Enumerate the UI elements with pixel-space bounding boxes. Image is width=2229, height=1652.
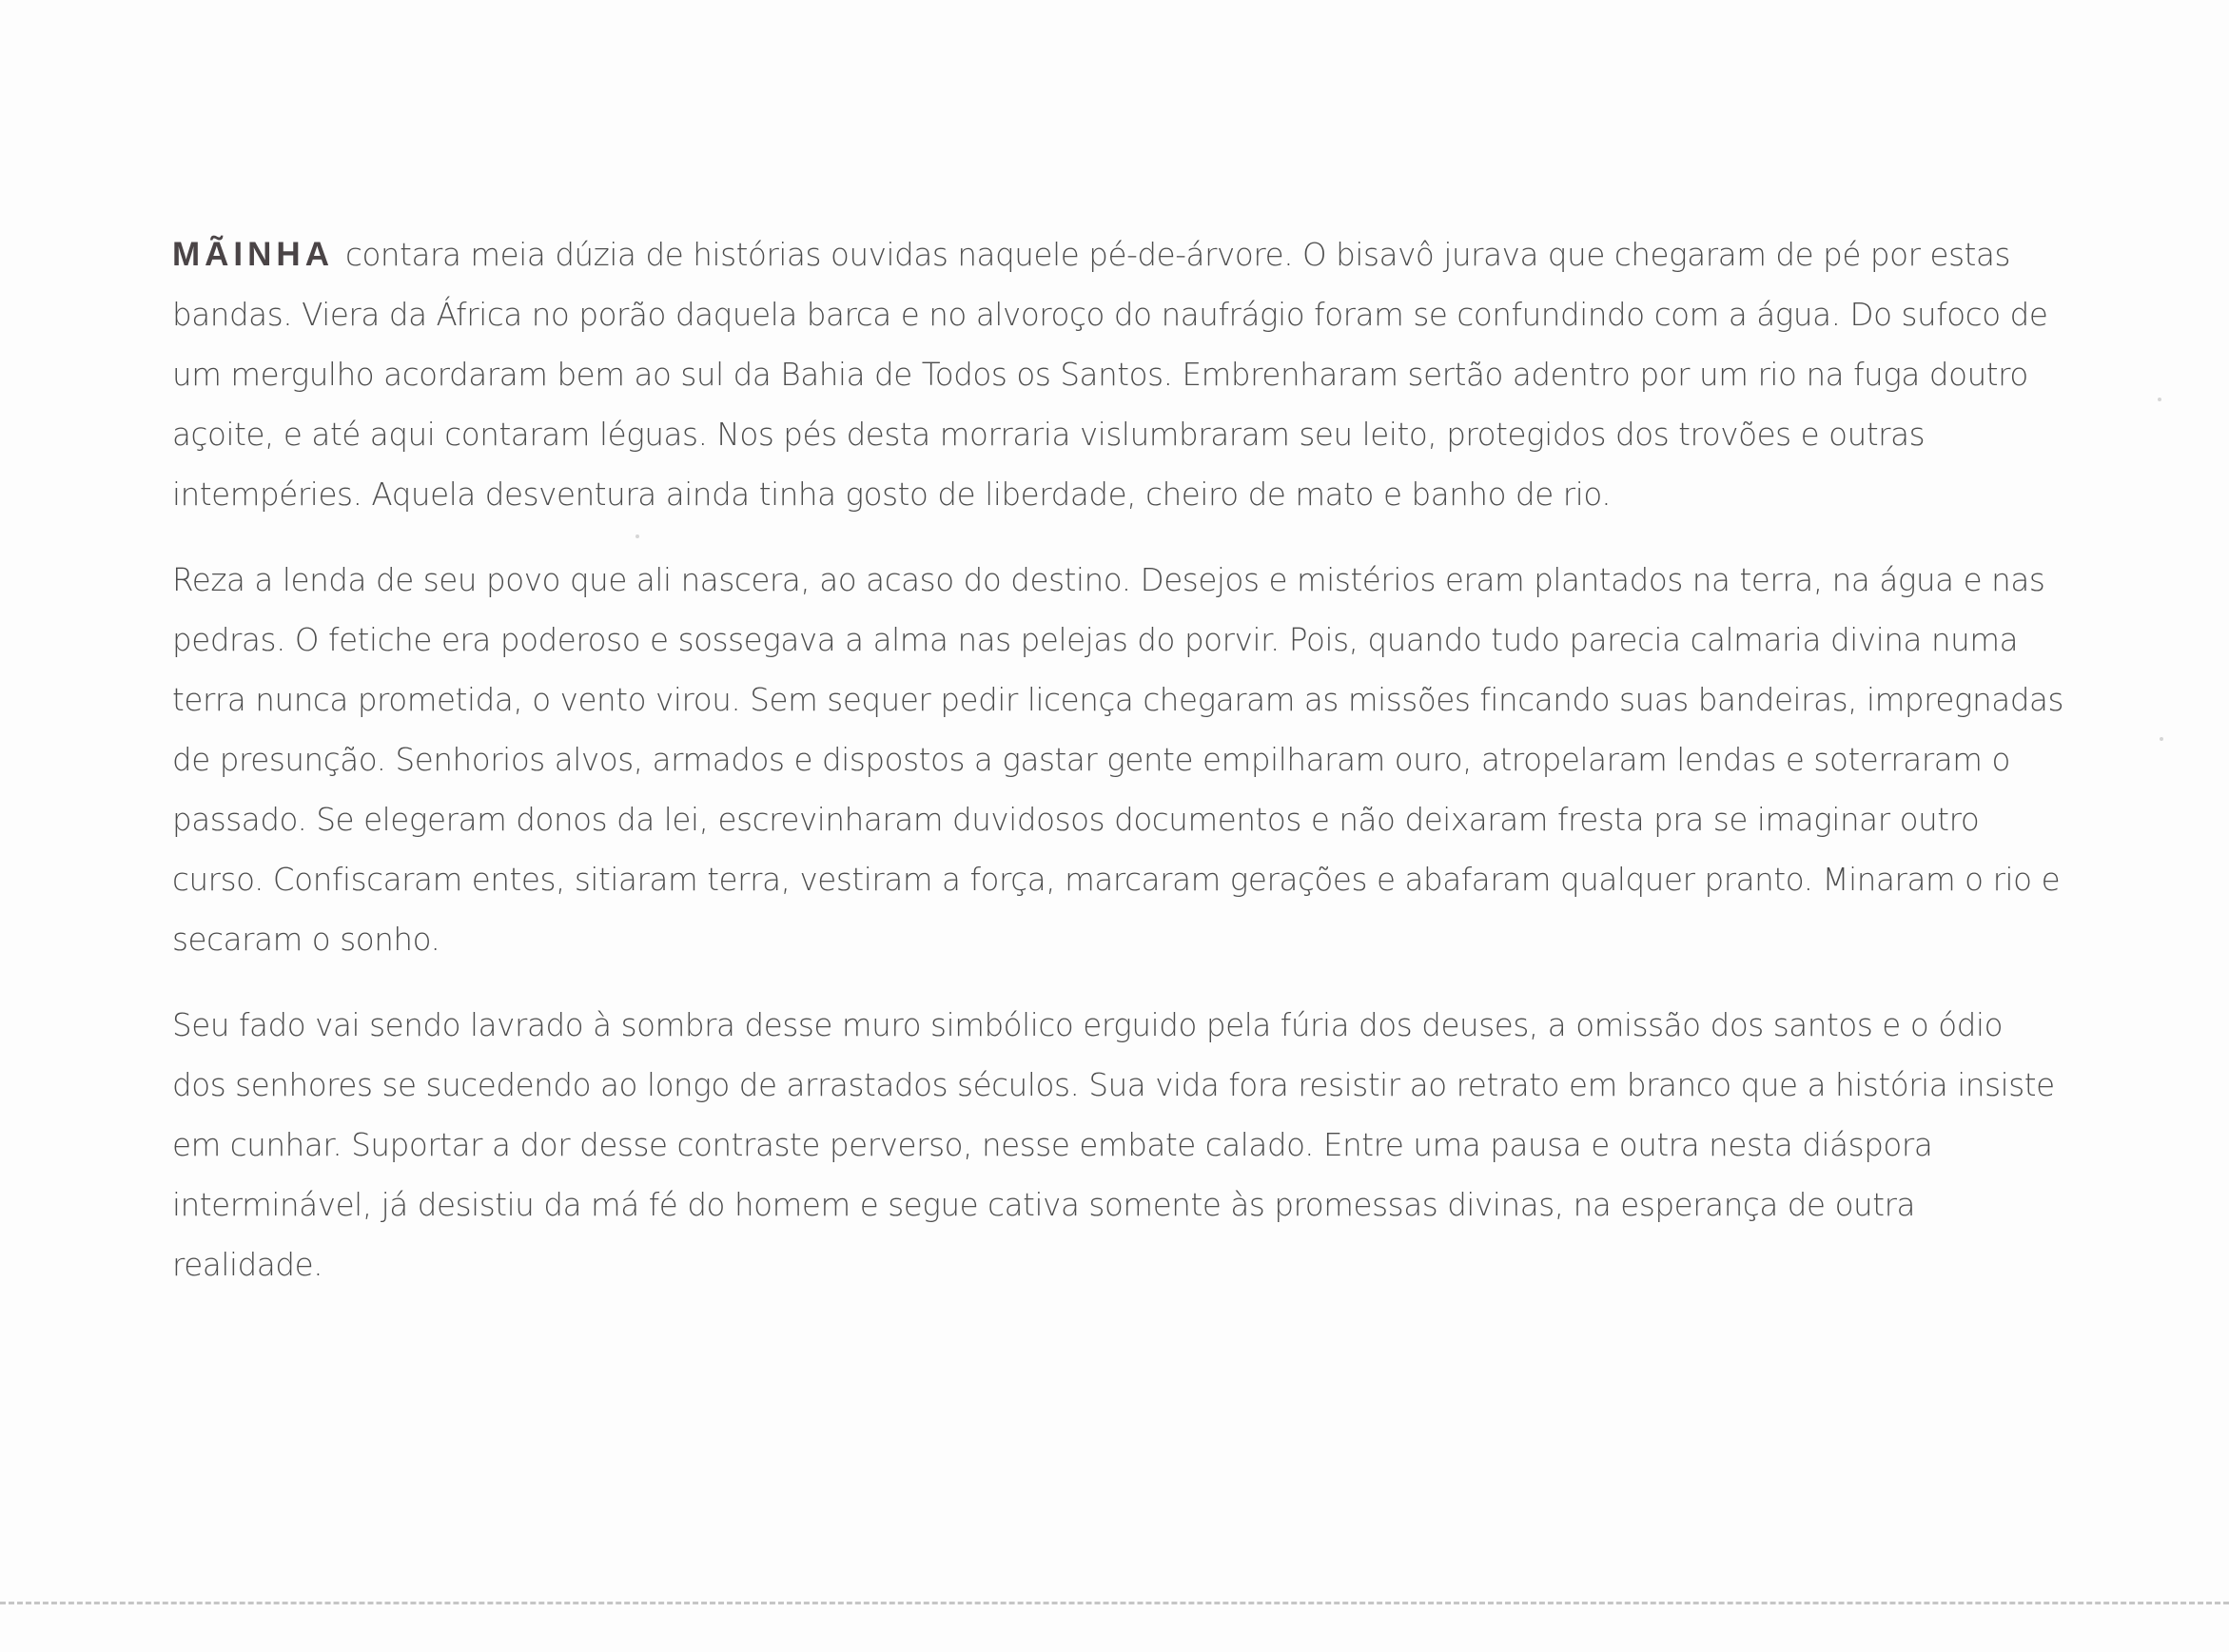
lead-word: MÃINHA bbox=[172, 236, 334, 273]
paragraph-2: Reza a lenda de seu povo que ali nascera, ao acaso do destino. Desejos e mistérios eram plantados na terra, na água e nas pedras. O fetiche era poderoso e sossegava a alma nas pelejas do porvir. Pois, quando tudo parecia calmaria divina numa terra nunca prometida, o vento virou. Sem sequer pedir licença chegaram as missões fincando suas bandeiras, impregnadas de presunção. Senhorios alvos, armados e dispostos a gastar gente empilharam ouro, atropelaram lendas e soterraram o passado. Se elegeram donos da lei, escrevinharam duvidosos documentos e não deixaram fresta pra se imaginar outro curso. Confiscaram entes, sitiaram terra, vestiram a força, marcaram gerações e abafaram qualquer pranto. Minaram o rio e secaram o sonho. bbox=[172, 562, 2064, 958]
paragraph-1-text: contara meia dúzia de histórias ouvidas naquele pé-de-árvore. O bisavô jurava que chegaram de pé por estas bandas. Viera da África no porão daquela barca e no alvoroço do naufrágio foram se confundindo com a água. Do sufoco de um mergulho acordaram bem ao sul da Bahia de Todos os Santos. Embrenharam sertão adentro por um rio na fuga doutro açoite, e até aqui contaram léguas. Nos pés desta morraria vislumbraram seu leito, protegidos dos trovões e outras intempéries. Aquela desventura ainda tinha gosto de liberdade, cheiro de mato e banho de rio. bbox=[172, 237, 2048, 513]
page-bottom-edge bbox=[0, 1602, 2229, 1604]
scan-speck bbox=[2158, 398, 2161, 401]
paragraph-3: Seu fado vai sendo lavrado à sombra desse muro simbólico erguido pela fúria dos deuses, a omissão dos santos e o ódio dos senhores se sucedendo ao longo de arrastados séculos. Sua vida fora resistir ao retrato em branco que a história insiste em cunhar. Suportar a dor desse contraste perverso, nesse embate calado. Entre uma pausa e outra nesta diáspora interminável, já desistiu da má fé do homem e segue cativa somente às promessas divinas, na esperança de outra realidade. bbox=[172, 1007, 2055, 1283]
paragraph-1 bbox=[172, 224, 2065, 525]
scan-speck bbox=[635, 534, 639, 538]
body-text bbox=[172, 224, 2065, 1321]
scan-speck bbox=[2160, 737, 2163, 741]
